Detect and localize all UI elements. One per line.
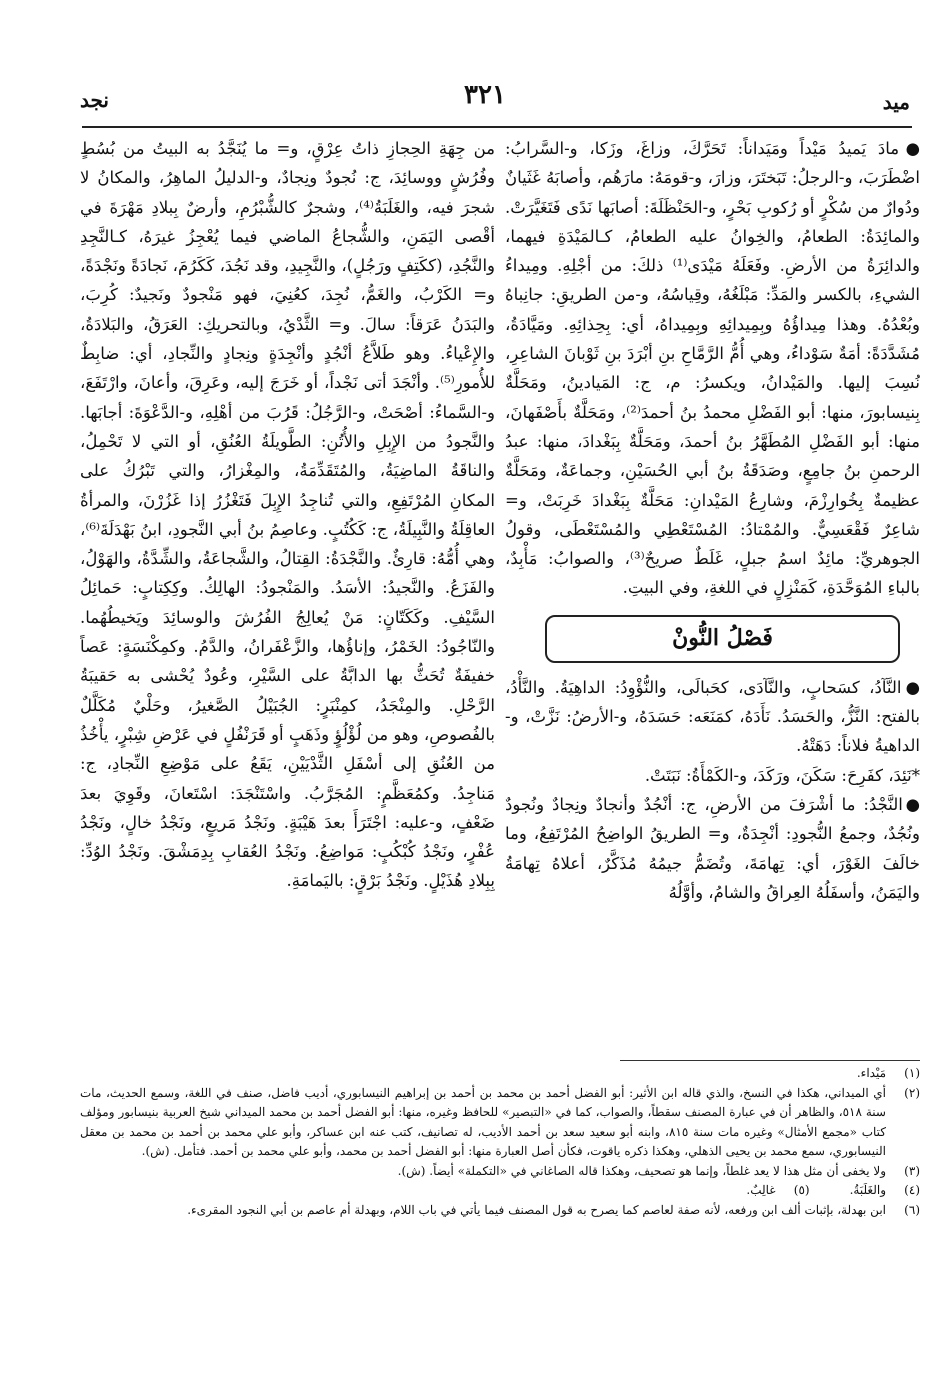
footnote: [80, 1201, 920, 1221]
footnote-text: أي الميداني، هكذا في النسخ، والذي قاله ابن الأثير: أبو الفضل أحمد بن محمد بن أحمد بن إبراهيم النيسابوري، أديب فاضل، صنف في اللغة، وسمع الحديث، مات سنة ٥١٨، والظاهر أن في عبارة المصنف سقطاً، والصواب، كما في «التبصير» للحافظ وغيره، منها: أبو الفضل أحمد بن محمد الميداني شيخ العربية بنيسابور ومؤلف كتاب «مجمع الأمثال» وغيره مات سنة ٨١٥، وابنه أبو سعيد سعد بن أحمد الأديب، له تصانيف، كتب عنه ابن عساكر، وأبو علي محمد بن أحمد بن محمد بن معقل النيسابوري، سمع محمد بن يحيى الذهلي، وهكذا ذكره ياقوت، فكأن أصل العبارة منها: أبو الفضل أحمد بن محمد، وأبو علي محمد بن أحمد. فتأمل. (ش).: [80, 1085, 887, 1158]
page-header: [80, 78, 910, 118]
section-title-box: [545, 615, 900, 663]
right-column: [505, 134, 920, 1064]
section-title: فَصْلُ النُّونْ: [672, 625, 773, 652]
footnote-number: (١): [904, 1066, 920, 1080]
footnote-text: ابن بهدلة، بإثبات ألف ابن ورفعه، لأنه صفة لعاصم كما يصرح به قول المصنف فيما يأتي في باب اللام، وبهدلة أم عاصم بن أبي النجود المقرىء.: [187, 1202, 886, 1217]
footnote-text: مَيْداء.: [856, 1066, 886, 1080]
footnote: [746, 1181, 809, 1201]
footnote-pair: [80, 1181, 920, 1201]
entry-paragraph: *نَئِدَ، كفَرِحَ: سَكَنَ، ورَكَدَ، و-الكَمْأَةُ: نَبَتَتْ.: [644, 765, 920, 785]
header-right-keyword: ميد: [882, 90, 910, 114]
footnotes: [80, 1064, 920, 1300]
footnote-rule: [620, 1060, 920, 1061]
footnote-number: (٦): [904, 1202, 920, 1217]
footnote-number: (٤): [904, 1183, 920, 1197]
footnote: [80, 1162, 920, 1182]
left-column: [80, 134, 495, 1064]
page-number: ٣٢١: [464, 80, 506, 110]
footnote-text: ولا يخفى أن مثل هذا لا يعد غلطاً، وإنما هو تصحيف، وهكذا قاله الصاغاني في «التكملة» أيضاً. (ش).: [397, 1163, 886, 1178]
footnote-number: (٥): [793, 1183, 810, 1197]
footnote-text: والغَلَبَةُ.: [849, 1183, 886, 1197]
footnote-text: غالِبٌ.: [746, 1183, 776, 1197]
entry-paragraph: من جِهَةِ الحِجازِ ذاتُ عِرْقٍ، و= ما يُنَجَّدُ به البيتُ من بُسُطٍ وفُرُشٍ ووسائِدَ، ج: نُجودٌ ونِجادٌ، و-الدليلُ الماهِرُ، والمكانُ لا شجرَ فيه، والغَلَبَةُ⁽⁴⁾، وشجرٌ كالشُّبْرُمِ، وأرضٌ بِبلادِ مَهْرَةَ في أقْصى اليَمَنِ، والشُّجاعُ الماضي فيما يُعْجِزُ غيرَهُ، كـالنَّجِدِ والنَّجُدِ، (ككَتِفٍ ورَجُلٍ)، والنَّجِيدِ، وقد نَجُدَ، كَكَرُمَ، نَجادَةً ونَجْدَةً، و= الكَرْبُ، والغَمُّ، نُجِدَ، كعُنِيَ، فهو مَنْجودٌ ونَجيدٌ: كُرِبَ، والبَدَنُ عَرَقاً: سالَ. و= الثَّدْيُ، وبالتحريكِ: العَرَقُ، والبَلادَةُ، والإِعْياءُ. وهو طَلاَّعُ أنْجُدٍ وأنْجِدَةٍ ونِجادٍ والنِّجادِ، أي: ضابِطٌ للأُمورِ⁽⁵⁾. وأنْجَدَ أتى نَجْداً، أو خَرَجَ إليه، وعَرِقَ، وأعانَ، وارْتَفَعَ، و-السَّماءُ: أصْحَتْ، و-الرَّجُلُ: قَرُبَ من أهْلِهِ، و-الدَّعْوَةَ: أجابَها. والنَّجودُ من الإِبِلِ والأُتُنِ: الطَّويلَةُ العُنُقِ، أو التي لا تَحْمِلُ، والناقَةُ الماضِيَةُ، والمُتَقَدِّمَةُ، والمِغْزارُ، والتي تَبْرُكُ على المكانِ المُرْتَفِعِ، والتي تُناجِدُ الإِبِلَ فَتَغْزُرُ إذا غَزُرْنَ، والمرأةُ العاقِلَةُ والنَّبِيلَةُ، ج: كَكُتُبٍ. وعاصِمُ بنُ أبي النَّجودِ، ابنُ بَهْدَلَةَ⁽⁶⁾، وهي أُمُّهُ: قارِئٌ. والنَّجْدَةُ: القِتالُ، والشَّجاعَةُ، والشِّدَّةُ، والهَوْلُ، والفَزَعُ. والنَّجيدُ: الأسَدُ. والمَنْجودُ: الهالِكُ. وكِكِتابٍ: حَمائِلُ السَّيْفِ. وكَكَتّانٍ: مَنْ يُعالِجُ الفُرُشَ والوسائِدَ ويَخيطُهُما. والنّاجُودُ: الخَمْرُ، وإناؤُها، والزَّعْفَرانُ، والدَّمُ. وكمِكْنَسَةٍ: عَصاً خفيفَةٌ تُحَثُّ بها الدابَّةُ على السَّيْرِ، وعُودٌ يُحْشى به حَقيبَةُ الرَّحْلِ. والمِنْجَدُ، كمِنْبَرٍ: الجُبَيْلُ الصَّغيرُ، وحَلْيٌ مُكَلَّلٌ بالفُصوصِ، وهو من لُؤْلُؤٍ وذَهَبٍ أو قَرَنْفُلٍ في عَرْضِ شِبْرٍ، يأْخُذُ من العُنُقِ إلى أسْفَلِ الثَّدْيَيْنِ، يَقَعُ على مَوْضِعِ النِّجادِ، ج: مَناجِدُ. وكمُعَظَّمٍ: المُجَرَّبُ. واسْتَنْجَدَ: اسْتَعانَ، وقَوِيَ بعدَ ضَعْفٍ، و-عليه: اجْتَرَأَ بعدَ هَيْبَةٍ. ونَجْدُ مَريعٍ، ونَجْدُ خالٍ، ونَجْدُ عُفْرٍ، ونَجْدُ كُبْكُبٍ: مَواضِعُ. ونَجْدُ العُقابِ بِدِمَشْقَ. ونَجْدُ الوُدِّ: بِبِلادِ هُذَيْلٍ. ونَجْدُ بَرْقٍ: باليَمامَةِ.: [80, 139, 495, 891]
footnote: [80, 1084, 920, 1162]
footnote-number: (٢): [904, 1085, 920, 1100]
header-rule: [82, 126, 912, 128]
footnote: [850, 1181, 920, 1201]
entry-paragraph: ●النَّآدُ، كسَحابٍ، والنَّآدَى، كحَبالَى، والنُّؤْوِدُ: الداهِيَةُ. والنَّأْدُ، بالفتح: النَّزُّ، والحَسَدُ. نَأَدَهُ، كمَنَعَه: حَسَدَهُ، و-الأرضُ: نَزَّتْ، و-الداهيةُ فلاناً: دَهَتْهُ.: [505, 677, 920, 756]
footnote-number: (٣): [904, 1163, 920, 1178]
entry-paragraph: ●مادَ يَميدُ مَيْداً ومَيَداناً: تَحَرَّكَ، وزاغَ، وزَكا، و-السَّرابُ: اضْطَرَبَ، و-الرجلُ: تَبَختَرَ، وزارَ، و-قومَهُ: مارَهُم، وأصابَهُ غَثَيانٌ ودُوارٌ من سُكْرٍ أو رُكوبِ بَحْرٍ، و-الحَنْظَلَةَ: أصابَها نَدًى فَتَغَيَّرَتْ. والمائِدَةُ: الطعامُ، والخِوانُ عليه الطعامُ، كـالمَيْدَةِ فيهما، والدائِرَةُ من الأرضِ. وفَعَلَهُ مَيْدَى⁽¹⁾ ذلكَ: من أجْلِهِ. ومِيداءُ الشيءِ، بالكسر والمَدِّ: مَبْلَغُهُ، وقِياسُهُ، و-من الطريقِ: جانِباهُ وبُعْدُهُ. وهذا مِيداؤُهُ وبِمِيدائِهِ وبِمِيداهُ، أي: بِحِذائِهِ. ومَيَّادَةُ، مُشَدَّدَةً: أمَةٌ سَوْداءُ، وهي أُمُّ الرَّمَّاحِ بنِ أبْرَدَ بنِ ثَوْبانَ الشاعِرِ، نُسِبَ إليها. والمَيْدانُ، ويكسرُ: م، ج: المَيادينُ، ومَحَلَّةٌ بِنيسابورَ، منها: أبو الفَضْلِ محمدُ بنُ أحمدَ⁽²⁾، ومَحَلَّةٌ بأَصْفَهانَ، منها: أبو الفَضْلِ المُطَهَّرُ بنُ أحمدَ، ومَحَلَّةٌ بِبَغْدادَ، منها: عبدُ الرحمنِ بنُ جامِعٍ، وصَدَقَةُ بنُ أبي الحُسَيْنِ، وجماعَةٌ، ومَحَلَّةٌ عظيمةٌ بِخُوارِزْمَ، وشارِعُ المَيْدانِ: مَحَلَّةٌ بِبَغْدادَ خَرِبَتْ، و= شاعِرٌ فَقْعَسِيٌّ. والمُمْتادُ: المُسْتَعْطِي والمُسْتَعْطَى، وقولُ الجوهريِّ: مائِدٌ اسمُ جبلٍ، غَلَطٌ صريحٌ⁽³⁾، والصوابُ: مَأْبِدٌ، بالباءِ المُوَحَّدَةِ، كَمَنْزِلٍ في اللغةِ، وفي البيتِ.: [505, 139, 920, 598]
header-left-keyword: نجد: [80, 88, 109, 112]
entry-paragraph: ●النَّجْدُ: ما أشْرَفَ من الأرضِ، ج: أنْجُدٌ وأنجادٌ ونِجادٌ ونُجودٌ ونُجُدٌ، وجمعُ النُّجودِ: أنْجِدَةٌ، و= الطريقُ الواضِحُ المُرْتَفِعُ، وما خالَفَ الغَوْرَ، أي: تِهامَةَ، وتُضَمُّ جيمُهُ مُذَكَّرٌ، أعلاهُ تِهامَةُ واليَمَنُ، وأسفَلُهُ العِراقُ والشامُ، وأوَّلُهُ: [505, 794, 920, 902]
footnote: [80, 1064, 920, 1084]
